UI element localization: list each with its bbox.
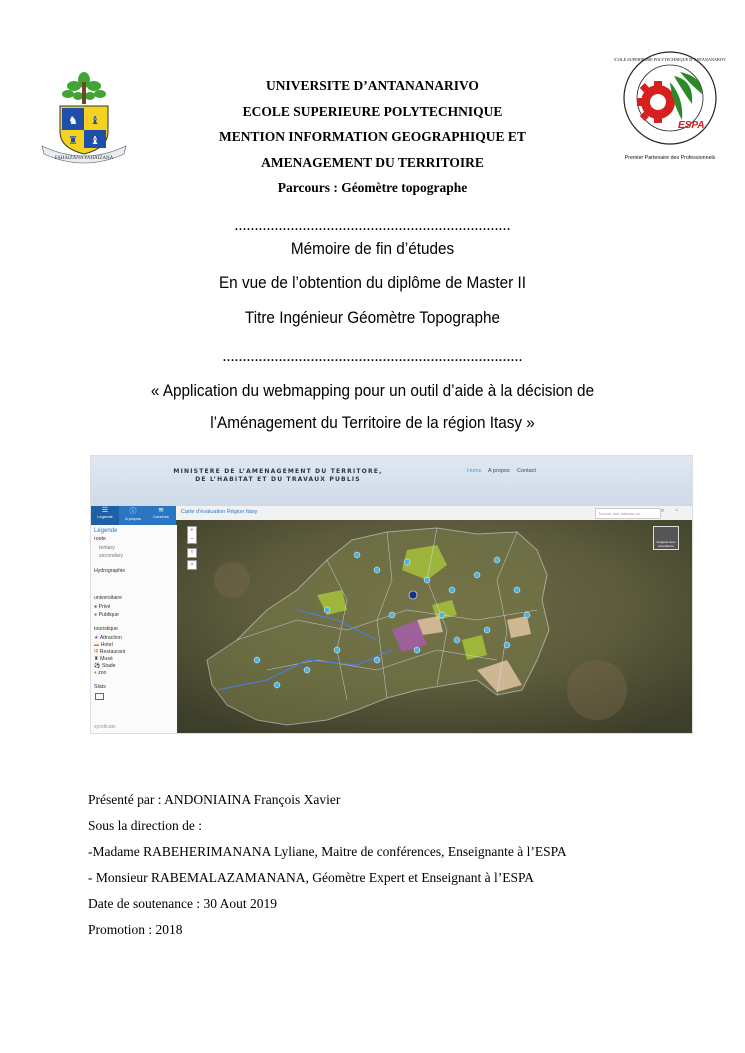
legend-item-restaurant-label: Restaurant <box>99 649 126 655</box>
supervisor-2: - Monsieur RABEMALAZAMANANA, Géomètre Expert et Enseignant à l’ESPA <box>88 870 535 885</box>
separator-bottom: ………………………………………………………………… <box>222 350 523 364</box>
legend-item-zoo: ♦ zoo <box>94 670 107 676</box>
legend-more: syndicats <box>94 724 116 730</box>
zoom-control[interactable]: + − <box>187 526 197 544</box>
promotion: Promotion : 2018 <box>88 922 183 937</box>
legend-hydro: Hydrographie <box>94 568 126 574</box>
stats-icon <box>95 693 104 700</box>
legend-prive-icon: ● Privé <box>94 604 111 610</box>
legend-item-stade: ⚽ Stade <box>94 663 116 669</box>
university-name: UNIVERSITE D’ANTANANARIVO <box>266 78 479 93</box>
tab-couches-label: Couches <box>153 514 169 519</box>
legend-item-muse-label: Musé <box>100 656 113 662</box>
nav-apropos[interactable]: A propos <box>488 468 510 474</box>
thesis-title-line-1: « Application du webmapping pour un outil d’aide à la décision de <box>150 381 595 400</box>
tab-legende-label: Legende <box>97 514 113 519</box>
legend-tour: touristique <box>94 626 118 632</box>
memoire-line-2: En vue de l’obtention du diplôme de Master II <box>218 273 527 292</box>
legend-panel <box>91 525 177 733</box>
legend-item-restaurant: Ψ Restaurant <box>94 649 126 655</box>
memoire-line-3: Titre Ingénieur Géomètre Topographe <box>244 308 501 327</box>
parcours: Parcours : Géomètre topographe <box>277 180 468 195</box>
legend-title: Légende <box>94 528 118 534</box>
legend-item-hotel-label: Hotel <box>100 642 113 648</box>
nav-contact[interactable]: Contact <box>517 468 536 474</box>
tab-apropos-label: A propos <box>125 516 141 521</box>
mention-line-2: AMENAGEMENT DU TERRITOIRE <box>261 155 484 170</box>
legend-item-attraction-label: Attraction <box>99 635 122 641</box>
presente-par: Présenté par : ANDONIAINA François Xavier <box>88 792 341 807</box>
legend-route: route <box>94 536 106 542</box>
university-logo <box>38 62 130 172</box>
legend-item-hotel: ▬ Hotel <box>94 642 113 648</box>
defense-date: Date de soutenance : 30 Aout 2019 <box>88 896 277 911</box>
tab-legende[interactable]: ☰ Legende <box>91 506 119 525</box>
ministry-line-1: MINISTERE DE L’AMENAGEMENT DU TERRITORE, <box>173 468 383 475</box>
map-canvas[interactable] <box>177 520 692 733</box>
legend-item-stade-label: Stade <box>101 663 116 669</box>
legend-public-icon: ● Publique <box>94 612 119 618</box>
nav-home[interactable]: Home <box>467 468 482 474</box>
home-icon[interactable]: ⌂ <box>187 560 197 570</box>
share-icon[interactable]: < <box>675 508 679 514</box>
left-logo-motto: FAHAIZANA FAHAIZANA <box>54 156 114 161</box>
basemap-toggle[interactable] <box>653 526 679 550</box>
search-input[interactable]: Trouver une adresse ou <box>595 508 661 519</box>
basemap-label: Imagerie avec annotations <box>656 540 676 548</box>
legend-secondary: secondary <box>99 553 123 559</box>
webmap-screenshot <box>90 455 693 734</box>
espa-tagline: Premier Partenaire des Professionnels <box>624 155 716 161</box>
espa-logo <box>614 46 726 164</box>
legend-stats: Stats <box>94 684 106 690</box>
sous-direction: Sous la direction de : <box>88 818 202 833</box>
mention-line-1: MENTION INFORMATION GEOGRAPHIQUE ET <box>219 129 526 144</box>
separator-top: …………………………………………………………… <box>234 219 511 233</box>
legend-tertiary: tertiary <box>99 545 115 551</box>
memoire-line-1: Mémoire de fin d’études <box>290 239 455 258</box>
tab-apropos[interactable]: ⓘ A propos <box>125 508 141 521</box>
legend-prive: Privé <box>98 604 111 610</box>
svg-text:♞: ♞ <box>68 115 78 127</box>
map-title: Carte d’évaluation Région Itasy <box>181 509 258 515</box>
legend-public: Publique <box>98 612 119 618</box>
legend-item-attraction: ★ Attraction <box>94 635 122 641</box>
svg-text:♜: ♜ <box>68 135 78 147</box>
ministry-line-2: DE L’HABITAT ET DU TRAVAUX PUBLIS <box>195 476 361 483</box>
locate-icon[interactable]: ○ <box>187 548 197 558</box>
espa-ring-text: ECOLE SUPERIEURE POLYTECHNIQUE D’ANTANANARIVO <box>614 57 726 62</box>
school-name: ECOLE SUPERIEURE POLYTECHNIQUE <box>242 104 503 119</box>
legend-item-zoo-label: zoo <box>98 670 107 676</box>
svg-text:♝: ♝ <box>90 115 100 127</box>
thesis-title-line-2: l’Aménagement du Territoire de la région Itasy » <box>210 413 535 432</box>
espa-brand: ESPA <box>678 120 705 131</box>
legend-item-muse: ♜ Musé <box>94 656 113 662</box>
supervisor-1: -Madame RABEHERIMANANA Lyliane, Maitre de conférences, Enseignante à l’ESPA <box>88 844 567 859</box>
sidebar-tabs <box>91 506 176 525</box>
tab-couches[interactable]: ≋ Couches <box>153 507 169 519</box>
legend-univ: universitaire <box>94 595 122 601</box>
search-icon[interactable]: ⌕ <box>661 508 665 514</box>
svg-text:♝: ♝ <box>90 135 100 147</box>
